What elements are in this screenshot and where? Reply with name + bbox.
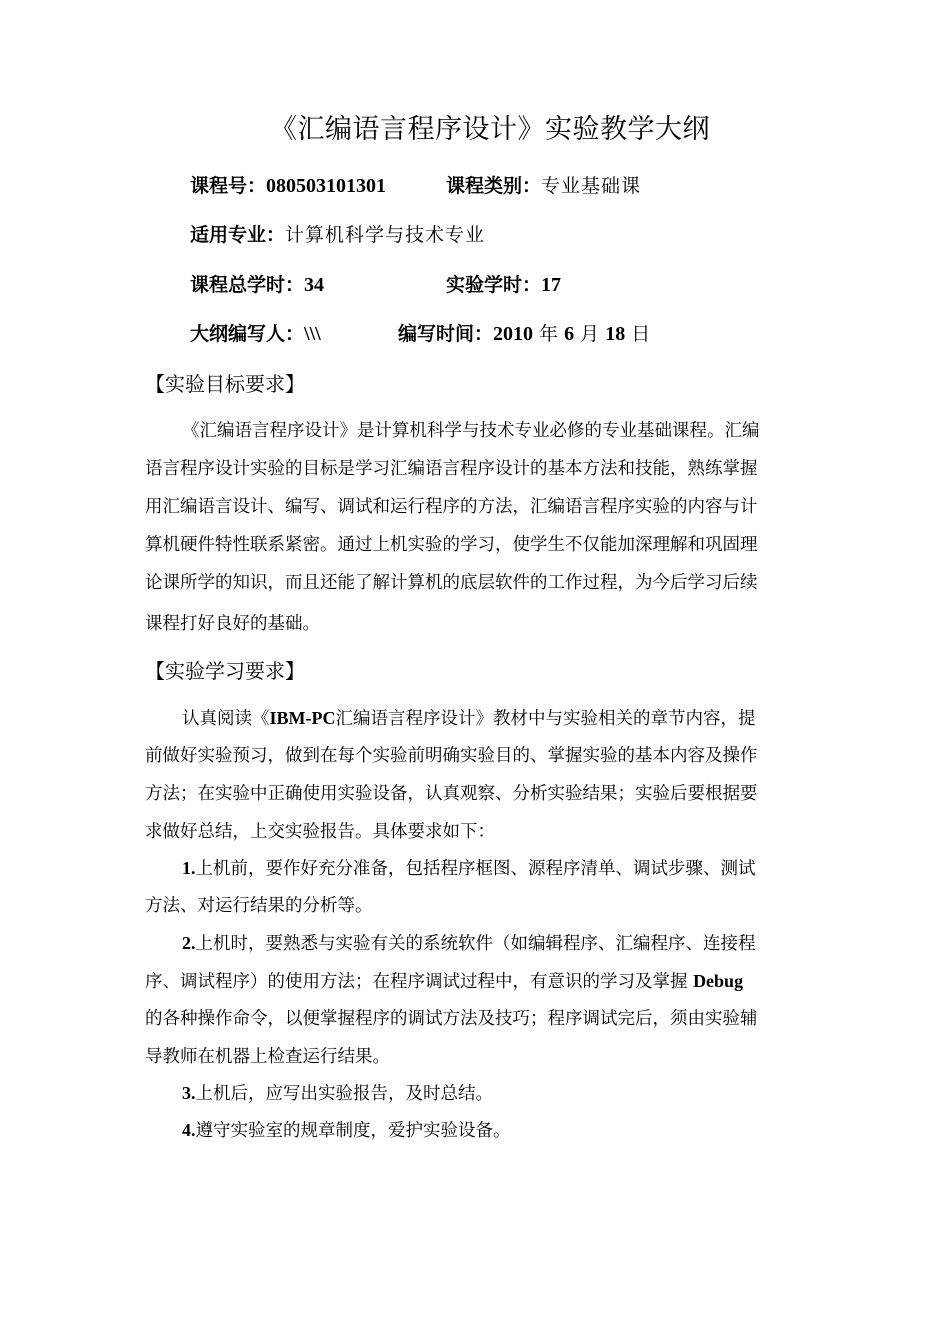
item-number: 4.	[182, 1120, 196, 1140]
intro-text-ibm: IBM-PC	[269, 708, 336, 728]
author-value: \\\	[304, 323, 321, 345]
paragraph-line: 前做好实验预习，做到在每个实验前明确实验目的、掌握实验的基本内容及操作	[145, 746, 758, 766]
intro-text-a: 认真阅读《	[182, 709, 270, 729]
course-type-value: 专业基础课	[541, 175, 642, 197]
requirement-item-1	[145, 849, 809, 925]
paragraph-line: 算机硬件特性联系紧密。通过上机实验的学习，使学生不仅能加深理解和巩固理	[145, 535, 758, 555]
author-label: 大纲编写人：	[190, 323, 305, 345]
item-text: 上机后，应写出实验报告，及时总结。	[195, 1084, 493, 1104]
write-date	[398, 318, 650, 350]
item-text: 上机前，要作好充分准备，包括程序框图、源程序清单、调试步骤、测试	[195, 859, 756, 879]
paragraph-line	[145, 1111, 809, 1149]
major-label: 适用专业：	[190, 224, 286, 246]
paragraph-line: 求做好总结，上交实验报告。具体要求如下：	[145, 822, 495, 842]
item-text: 上机时，要熟悉与实验有关的系统软件（如编辑程序、汇编程序、连接程	[195, 934, 756, 954]
item-text: 序、调试程序）的使用方法；在程序调试过程中，有意识的学习及掌握	[145, 972, 694, 992]
lab-hours-value: 17	[541, 274, 562, 296]
date-month-unit: 月	[574, 323, 606, 345]
date-day-unit: 日	[625, 323, 651, 345]
debug-term: Debug	[693, 971, 744, 991]
section-goals-paragraph	[145, 412, 809, 643]
paragraph-line: 语言程序设计实验的目标是学习汇编语言程序设计的基本方法和技能，熟练掌握	[145, 459, 758, 479]
total-hours-value: 34	[304, 274, 325, 296]
item-number: 3.	[182, 1083, 196, 1103]
paragraph-line	[145, 924, 809, 962]
paragraph-line: 导教师在机器上检查运行结果。	[145, 1047, 390, 1067]
paragraph-line	[145, 849, 809, 887]
paragraph-line: 的各种操作命令，以便掌握程序的调试方法及技巧；程序调试完后，须由实验辅	[145, 1009, 758, 1029]
meta-row-author	[190, 318, 651, 350]
requirement-item-2	[145, 924, 809, 1076]
document-title: 《汇编语言程序设计》实验教学大纲	[270, 114, 710, 145]
date-month: 6	[564, 323, 575, 345]
paragraph-line: 《汇编语言程序设计》是计算机科学与技术专业必修的专业基础课程。汇编	[182, 421, 760, 441]
paragraph-line	[145, 962, 809, 1000]
meta-row-hours	[190, 269, 562, 301]
paragraph-line: 方法、对运行结果的分析等。	[145, 896, 373, 916]
paragraph-line: 课程打好良好的基础。	[145, 614, 320, 634]
date-year-unit: 年	[533, 323, 565, 345]
date-year: 2010	[493, 323, 534, 345]
section-heading-requirements: 【实验学习要求】	[145, 659, 305, 683]
paragraph-line	[145, 1074, 809, 1112]
course-type	[446, 170, 641, 202]
lab-hours	[446, 269, 561, 301]
course-no-value: 080503101301	[266, 175, 387, 197]
item-number: 2.	[182, 933, 196, 953]
total-hours-label: 课程总学时：	[190, 274, 305, 296]
date-label: 编写时间：	[398, 323, 494, 345]
item-text: 遵守实验室的规章制度，爱护实验设备。	[195, 1121, 511, 1141]
paragraph-line: 论课所学的知识，而且还能了解计算机的底层软件的工作过程，为今后学习后续	[145, 573, 758, 593]
lab-hours-label: 实验学时：	[446, 274, 542, 296]
section-requirements-intro	[145, 699, 809, 851]
section-heading-goals: 【实验目标要求】	[145, 372, 305, 396]
item-number: 1.	[182, 858, 196, 878]
paragraph-line	[145, 699, 809, 737]
paragraph-line: 用汇编语言设计、编写、调试和运行程序的方法，汇编语言程序实验的内容与计	[145, 497, 758, 517]
meta-row-major	[190, 219, 485, 251]
intro-text-c: 汇编语言程序设计》教材中与实验相关的章节内容，提	[335, 709, 756, 729]
requirement-item-4	[145, 1111, 809, 1149]
major-value: 计算机科学与技术专业	[285, 224, 486, 246]
paragraph-line: 方法；在实验中正确使用实验设备，认真观察、分析实验结果；实验后要根据要	[145, 784, 758, 804]
meta-row-course	[190, 170, 642, 202]
course-type-label: 课程类别：	[446, 175, 542, 197]
course-no-label: 课程号：	[190, 175, 267, 197]
date-day: 18	[605, 323, 626, 345]
requirement-item-3	[145, 1074, 809, 1112]
